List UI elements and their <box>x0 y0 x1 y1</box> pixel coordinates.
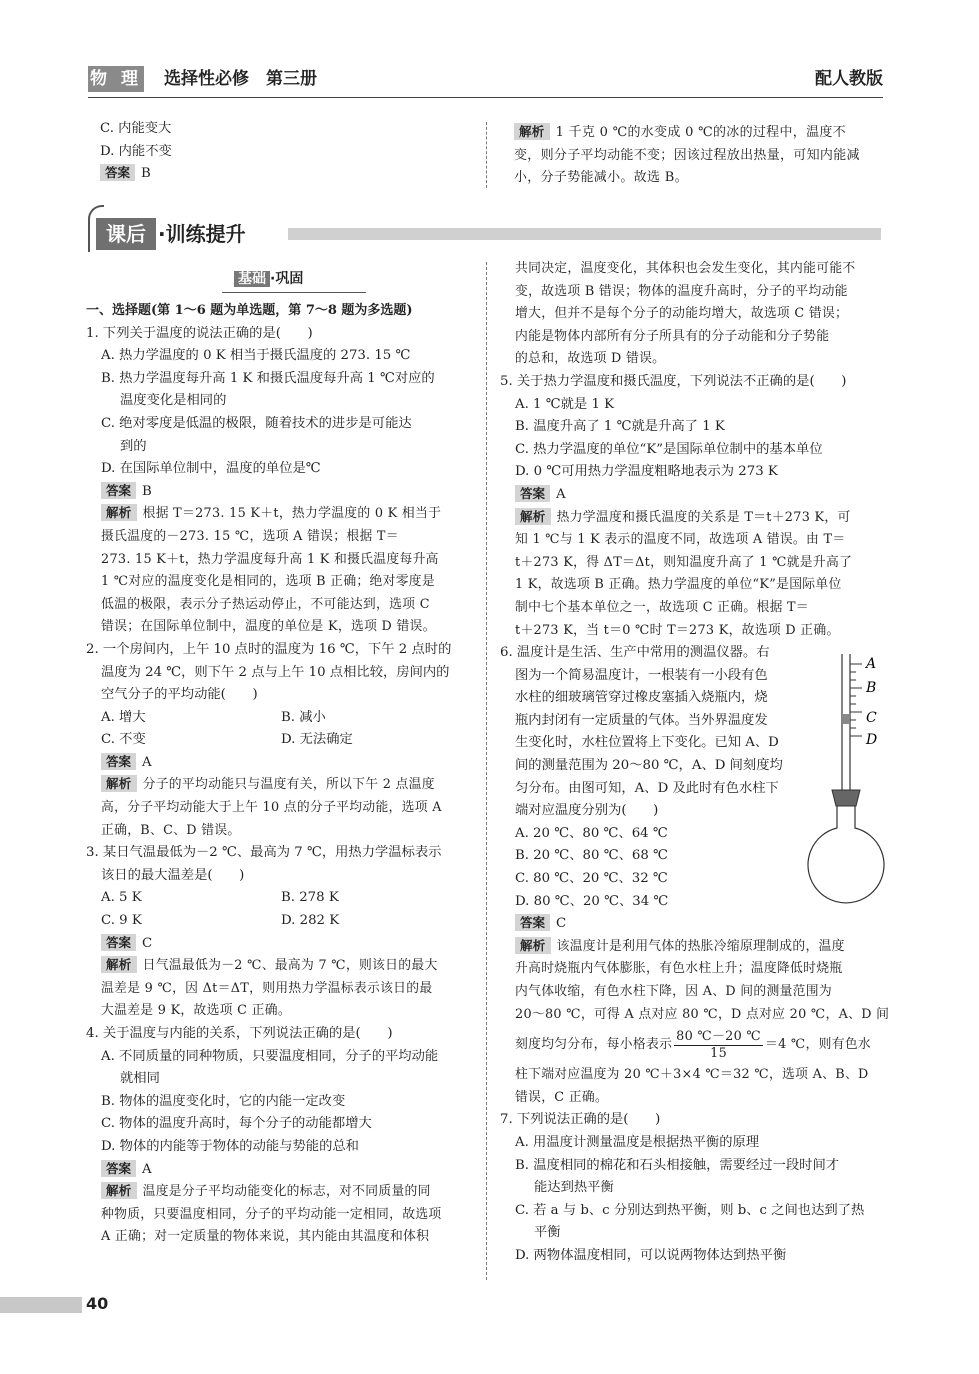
column-divider <box>486 262 487 1280</box>
flask <box>808 806 884 903</box>
page-number: 40 <box>86 1294 109 1313</box>
rubber-stopper <box>832 790 860 806</box>
q1-analysis: 低温的极限，表示分子热运动停止，不可能达到，选项 C <box>101 596 430 612</box>
answer-tag: 答案 <box>101 1160 136 1177</box>
q4-option: D. 物体的内能等于物体的动能与势能的总和 <box>101 1138 359 1154</box>
q3-option: D. 282 K <box>281 913 340 929</box>
fraction-numerator: 80 ℃－20 ℃ <box>676 1028 762 1044</box>
q3-stem: 该日的最大温差是( ) <box>101 867 245 883</box>
section-intro: 一、选择题(第 1～6 题为单选题，第 7～8 题为多选题) <box>86 303 413 318</box>
q5-analysis: 1 K，故选项 B 正确。热力学温度的单位“K”是国际单位 <box>515 577 842 593</box>
q5-analysis: 热力学温度和摄氏温度的关系是 T＝t＋273 K，可 <box>556 509 851 525</box>
q2-analysis: 分子的平均动能只与温度有关，所以下午 2 点温度 <box>142 777 435 793</box>
scale-ticks <box>850 664 862 736</box>
q6-analysis-fraction-line <box>500 1026 886 1064</box>
q6-analysis: 升高时烧瓶内气体膨胀，有色水柱上升；温度降低时烧瓶 <box>515 961 843 977</box>
fraction <box>674 1029 763 1062</box>
header-rule <box>88 97 883 98</box>
q6-stem: 端对应温度分别为( ) <box>515 803 659 819</box>
q6-analysis: 错误，C 正确。 <box>515 1089 609 1105</box>
q3-option: A. 5 K <box>101 890 142 906</box>
q2-option: B. 减小 <box>281 709 326 725</box>
q2-analysis: 高，分子平均动能大于上午 10 点的分子平均动能，选项 A <box>101 800 442 816</box>
analysis-line: 1 千克 0 ℃的水变成 0 ℃的冰的过程中，温度不 <box>555 125 846 140</box>
q5-option: C. 热力学温度的单位“K”是国际单位制中的基本单位 <box>515 441 823 457</box>
edition-label: 配人教版 <box>815 69 883 89</box>
q5-option: D. 0 ℃可用热力学温度粗略地表示为 273 K <box>515 464 778 480</box>
q3-analysis: 日气温最低为－2 ℃、最高为 7 ℃，则该日的最大 <box>142 958 438 974</box>
q2-analysis: 正确，B、C、D 错误。 <box>101 822 241 838</box>
q7-option: B. 温度相同的棉花和石头相接触，需要经过一段时间才 <box>515 1157 840 1173</box>
q4-analysis-cont: 增大，但并不是每个分子的动能均增大，故选项 C 错误； <box>515 306 849 322</box>
water-column <box>843 714 849 724</box>
q2-option: D. 无法确定 <box>281 732 353 748</box>
q4-option: 就相同 <box>120 1071 160 1087</box>
subsection-title: ·巩固 <box>270 271 304 287</box>
q6-option: D. 80 ℃、20 ℃、34 ℃ <box>515 893 669 909</box>
top-left-block <box>100 118 480 186</box>
section-title: ·训练提升 <box>158 222 246 246</box>
q4-answer: A <box>142 1161 152 1177</box>
analysis-tag: 解析 <box>515 508 551 525</box>
analysis-tag: 解析 <box>101 504 137 521</box>
q3-stem: 3. 某日气温最低为－2 ℃、最高为 7 ℃，用热力学温标表示 <box>86 845 442 861</box>
q3-analysis: 大温差是 9 K，故选项 C 正确。 <box>101 1003 291 1019</box>
q7-option: 平衡 <box>534 1225 561 1241</box>
q7-option: 能达到热平衡 <box>534 1180 614 1196</box>
answer-tag: 答案 <box>100 164 135 181</box>
fraction-prefix: 刻度均匀分布，每小格表示 <box>515 1036 673 1052</box>
q4-analysis-cont: 内能是物体内部所有分子所具有的分子动能和分子势能 <box>515 328 830 344</box>
q7-option: D. 两物体温度相同，可以说两物体达到热平衡 <box>515 1247 787 1263</box>
q3-option: B. 278 K <box>281 890 339 906</box>
q6-analysis: 20～80 ℃，可得 A 点对应 80 ℃，D 点对应 20 ℃，A、D 间 <box>515 1006 890 1022</box>
option-d: D. 内能不变 <box>100 143 172 159</box>
answer-tag: 答案 <box>515 914 550 931</box>
subsection-box: 基础 <box>234 271 270 287</box>
q5-option: A. 1 ℃就是 1 K <box>515 396 615 412</box>
q6-option: C. 80 ℃、20 ℃、32 ℃ <box>515 871 668 887</box>
q5-stem: 5. 关于热力学温度和摄氏温度，下列说法不正确的是( ) <box>500 373 847 389</box>
q6-stem: 瓶内封闭有一定质量的气体。当外界温度发 <box>515 712 768 728</box>
q1-option: B. 热力学温度每升高 1 K 和摄氏温度每升高 1 ℃对应的 <box>101 370 435 386</box>
analysis-tag: 解析 <box>101 1182 137 1199</box>
q4-stem: 4. 关于温度与内能的关系，下列说法正确的是( ) <box>86 1026 393 1041</box>
analysis-line: 变，则分子平均动能不变；因该过程放出热量，可知内能减 <box>514 147 860 163</box>
q1-answer: B <box>142 483 152 499</box>
analysis-line: 小，分子势能减小。故选 B。 <box>514 170 688 186</box>
q6-stem: 图为一个简易温度计，一根装有一小段有色 <box>515 667 768 683</box>
q6-analysis: 柱下端对应温度为 20 ℃＋3×4 ℃＝32 ℃，选项 A、B、D <box>515 1067 869 1083</box>
book-title: 选择性必修 第三册 <box>164 69 317 89</box>
q4-analysis-cont: 共同决定，温度变化，其体积也会发生变化，其内能可能不 <box>515 261 856 276</box>
q6-stem: 匀分布。由图可知，A、D 及此时有色水柱下 <box>515 780 779 796</box>
q1-option: D. 在国际单位制中，温度的单位是℃ <box>101 461 321 477</box>
q2-stem: 2. 一个房间内，上午 10 点时的温度为 16 ℃，下午 2 点时的 <box>86 641 452 657</box>
q1-option: 温度变化是相同的 <box>120 393 227 409</box>
q4-analysis: A 正确；对一定质量的物体来说，其内能由其温度和体积 <box>101 1229 430 1245</box>
q2-option: C. 不变 <box>101 732 146 748</box>
top-right-analysis <box>514 122 884 190</box>
q1-analysis: 1 ℃对应的温度变化是相同的，选项 B 正确；绝对零度是 <box>101 574 435 590</box>
q7-option: C. 若 a 与 b、c 分别达到热平衡，则 b、c 之间也达到了热 <box>515 1202 865 1218</box>
q7-stem: 7. 下列说法正确的是( ) <box>500 1112 661 1128</box>
q1-option: A. 热力学温度的 0 K 相当于摄氏温度的 273. 15 ℃ <box>101 348 411 364</box>
q2-answer: A <box>142 754 152 770</box>
q6-analysis: 该温度计是利用气体的热胀冷缩原理制成的，温度 <box>556 938 845 954</box>
q6-stem: 生变化时，水柱位置将上下变化。已知 A、D <box>515 735 779 751</box>
q4-option: A. 不同质量的同种物质，只要温度相同，分子的平均动能 <box>101 1048 439 1064</box>
thermometer-figure <box>806 650 896 910</box>
q4-analysis: 温度是分子平均动能变化的标志，对不同质量的同 <box>142 1184 431 1200</box>
fraction-denominator: 15 <box>710 1045 728 1061</box>
answer-tag: 答案 <box>101 482 136 499</box>
q4-option: B. 物体的温度变化时，它的内能一定改变 <box>101 1093 346 1109</box>
analysis-tag: 解析 <box>101 956 137 973</box>
subject-tag: 物 理 <box>88 66 144 92</box>
q6-stem: 6. 温度计是生活、生产中常用的测温仪器。右 <box>500 645 770 661</box>
q6-stem: 水柱的细玻璃管穿过橡皮塞插入烧瓶内，烧 <box>515 690 768 706</box>
q2-stem: 温度为 24 ℃，则下午 2 点与上午 10 点相比较，房间内的 <box>101 664 450 680</box>
q3-answer: C <box>142 935 153 951</box>
q7-option: A. 用温度计测量温度是根据热平衡的原理 <box>515 1134 760 1150</box>
q6-answer: C <box>556 916 567 932</box>
subsection-heading <box>234 268 303 290</box>
label-c: C <box>866 710 877 726</box>
fraction-suffix: ＝4 ℃，则有色水 <box>765 1036 872 1052</box>
q4-analysis-cont: 的总和，故选项 D 错误。 <box>515 351 666 367</box>
footer-bar <box>0 1297 82 1313</box>
label-a: A <box>866 656 877 672</box>
q5-analysis: 制中七个基本单位之一，故选项 C 正确。根据 T＝ <box>515 599 809 615</box>
q2-option: A. 增大 <box>101 709 146 725</box>
q1-stem: 1. 下列关于温度的说法正确的是( ) <box>86 325 313 341</box>
q5-analysis: t＋273 K，得 ΔT＝Δt，则知温度升高了 1 ℃就是升高了 <box>515 554 853 570</box>
q4-analysis: 种物质，只要温度相同，分子的平均动能一定相同，故选项 <box>101 1206 442 1222</box>
section-bar <box>288 228 881 240</box>
q1-analysis: 273. 15 K＋t，热力学温度每升高 1 K 和摄氏温度每升高 <box>101 551 439 567</box>
analysis-tag: 解析 <box>101 775 137 792</box>
answer-tag: 答案 <box>515 485 550 502</box>
q1-option: 到的 <box>120 438 147 454</box>
q3-analysis: 温差是 9 ℃，因 Δt＝ΔT，则用热力学温标表示该日的最 <box>101 980 433 996</box>
q2-stem: 空气分子的平均动能( ) <box>101 687 258 703</box>
q1-analysis: 错误；在国际单位制中，温度的单位是 K，选项 D 错误。 <box>101 619 436 635</box>
q5-analysis: t＋273 K，当 t＝0 ℃时 T＝273 K，故选项 D 正确。 <box>515 622 840 638</box>
answer-tag: 答案 <box>101 934 136 951</box>
label-d: D <box>866 732 878 748</box>
q6-option: B. 20 ℃、80 ℃、68 ℃ <box>515 848 668 864</box>
section-box: 课后 <box>96 218 156 250</box>
column-divider <box>486 122 487 188</box>
q6-analysis: 内气体收缩，有色水柱下降，因 A、D 间的测量范围为 <box>515 984 832 999</box>
q4-option: C. 物体的温度升高时，每个分子的动能都增大 <box>101 1116 372 1132</box>
q4-analysis-cont: 变，故选项 B 错误；物体的温度升高时，分子的平均动能 <box>515 283 848 299</box>
analysis-tag: 解析 <box>514 123 550 140</box>
analysis-tag: 解析 <box>515 937 551 954</box>
q5-analysis: 知 1 ℃与 1 K 表示的温度不同，故选项 A 错误。由 T＝ <box>515 532 846 548</box>
q5-answer: A <box>556 486 566 502</box>
answer-tag: 答案 <box>101 753 136 770</box>
q6-option: A. 20 ℃、80 ℃、64 ℃ <box>515 825 668 841</box>
q3-option: C. 9 K <box>101 913 142 929</box>
subsection-rule <box>222 292 366 293</box>
q1-analysis: 根据 T＝273. 15 K＋t，热力学温度的 0 K 相当于 <box>142 506 442 522</box>
answer-value: B <box>141 166 151 182</box>
q5-option: B. 温度升高了 1 ℃就是升高了 1 K <box>515 419 725 435</box>
option-c: C. 内能变大 <box>100 121 172 136</box>
q6-stem: 间的测量范围为 20～80 ℃，A、D 间刻度均 <box>515 758 783 774</box>
left-column <box>86 300 482 1249</box>
label-b: B <box>866 680 877 696</box>
q1-analysis: 摄氏温度的－273. 15 ℃，选项 A 错误；根据 T＝ <box>101 528 399 544</box>
q1-option: C. 绝对零度是低温的极限，随着技术的进步是可能达 <box>101 415 412 431</box>
